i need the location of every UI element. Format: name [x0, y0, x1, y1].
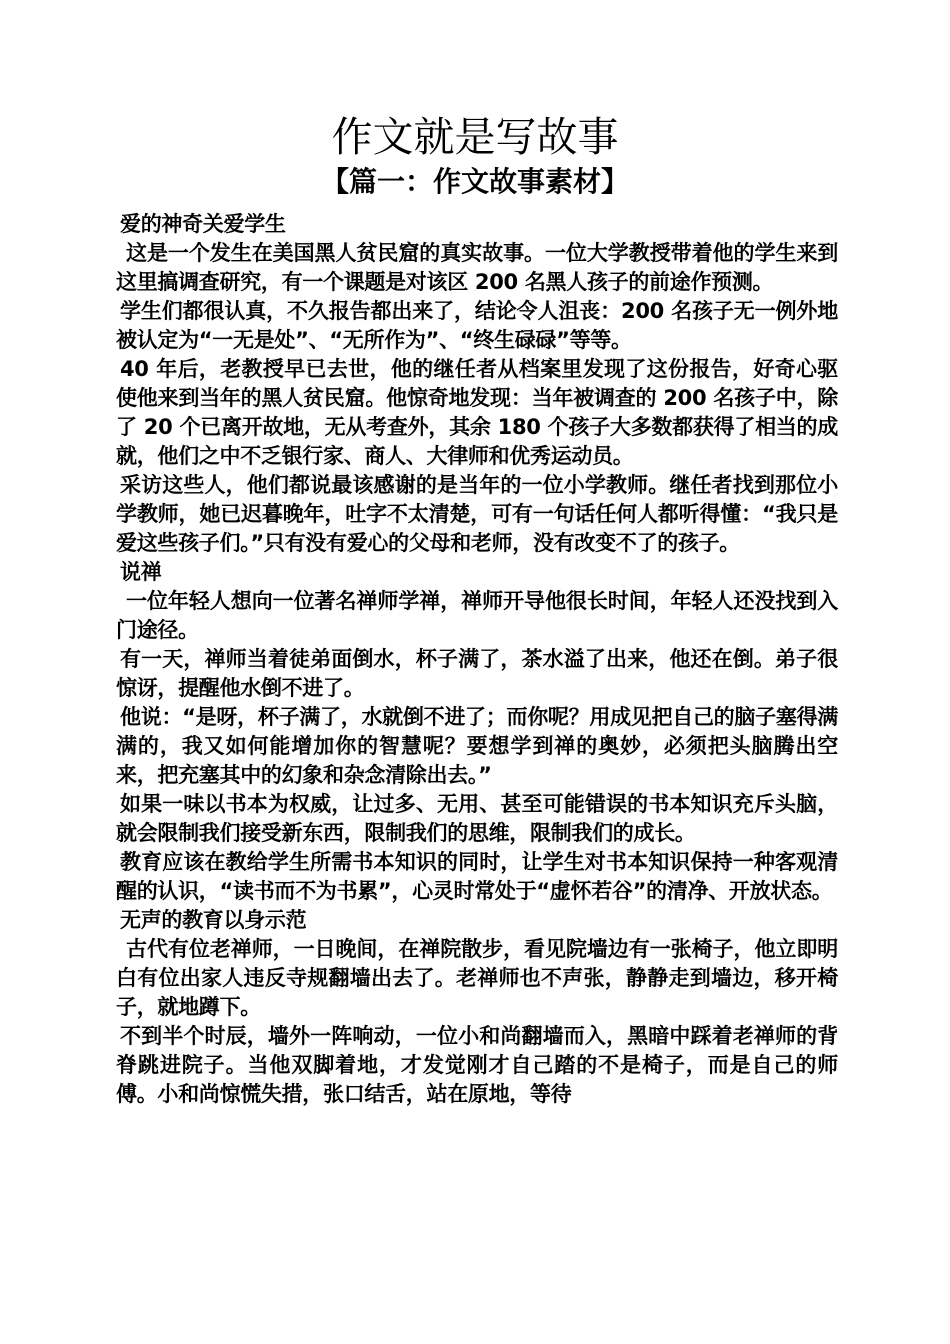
paragraph: 有一天，禅师当着徒弟面倒水，杯子满了，茶水溢了出来，他还在倒。弟子很惊讶，提醒他水倒不进了。	[116, 647, 838, 700]
document-subtitle: 【篇一：作文故事素材】	[320, 165, 629, 198]
section-heading: 爱的神奇关爱学生	[120, 212, 286, 236]
section-heading: 无声的教育以身示范	[120, 908, 307, 932]
paragraph: 40 年后，老教授早已去世，他的继任者从档案里发现了这份报告，好奇心驱使他来到当年的黑人贫民窟。他惊奇地发现：当年被调查的 200 名孩子中，除了 20 个已离开故地，无从考查外，其余 180 个孩子大多数都获得了相当的成就，他们之中不乏银行家、商人、大律师和优秀运动员。	[116, 357, 838, 468]
paragraph: 他说：“是呀，杯子满了，水就倒不进了；而你呢？用成见把自己的脑子塞得满满的，我又如何能增加你的智慧呢？要想学到禅的奥妙，必须把头脑腾出空来，把充塞其中的幻象和杂念清除出去。”	[116, 705, 838, 787]
document-body	[116, 210, 838, 1109]
section-heading: 说禅	[120, 560, 162, 584]
paragraph: 不到半个时辰，墙外一阵响动，一位小和尚翻墙而入，黑暗中踩着老禅师的背脊跳进院子。当他双脚着地，才发觉刚才自己踏的不是椅子，而是自己的师傅。小和尚惊慌失措，张口结舌，站在原地，等待	[116, 1024, 838, 1106]
paragraph: 采访这些人，他们都说最该感谢的是当年的一位小学教师。继任者找到那位小学教师，她已迟暮晚年，吐字不太清楚，可有一句话任何人都听得懂：“我只是爱这些孩子们。”只有没有爱心的父母和老师，没有改变不了的孩子。	[116, 473, 838, 555]
paragraph: 如果一味以书本为权威，让过多、无用、甚至可能错误的书本知识充斥头脑，就会限制我们接受新东西，限制我们的思维，限制我们的成长。	[116, 792, 838, 845]
paragraph: 教育应该在教给学生所需书本知识的同时，让学生对书本知识保持一种客观清醒的认识，“读书而不为书累”，心灵时常处于“虚怀若谷”的清净、开放状态。	[116, 850, 838, 903]
paragraph: 这是一个发生在美国黑人贫民窟的真实故事。一位大学教授带着他的学生来到这里搞调查研究，有一个课题是对该区 200 名黑人孩子的前途作预测。	[116, 241, 838, 294]
paragraph: 学生们都很认真，不久报告都出来了，结论令人沮丧：200 名孩子无一例外地被认定为“一无是处”、“无所作为”、“终生碌碌”等等。	[116, 299, 838, 352]
paragraph: 古代有位老禅师，一日晚间，在禅院散步，看见院墙边有一张椅子，他立即明白有位出家人违反寺规翻墙出去了。老禅师也不声张，静静走到墙边，移开椅子，就地蹲下。	[116, 937, 838, 1019]
document-title: 作文就是写故事	[331, 113, 619, 161]
paragraph: 一位年轻人想向一位著名禅师学禅，禅师开导他很长时间，年轻人还没找到入门途径。	[116, 589, 838, 642]
